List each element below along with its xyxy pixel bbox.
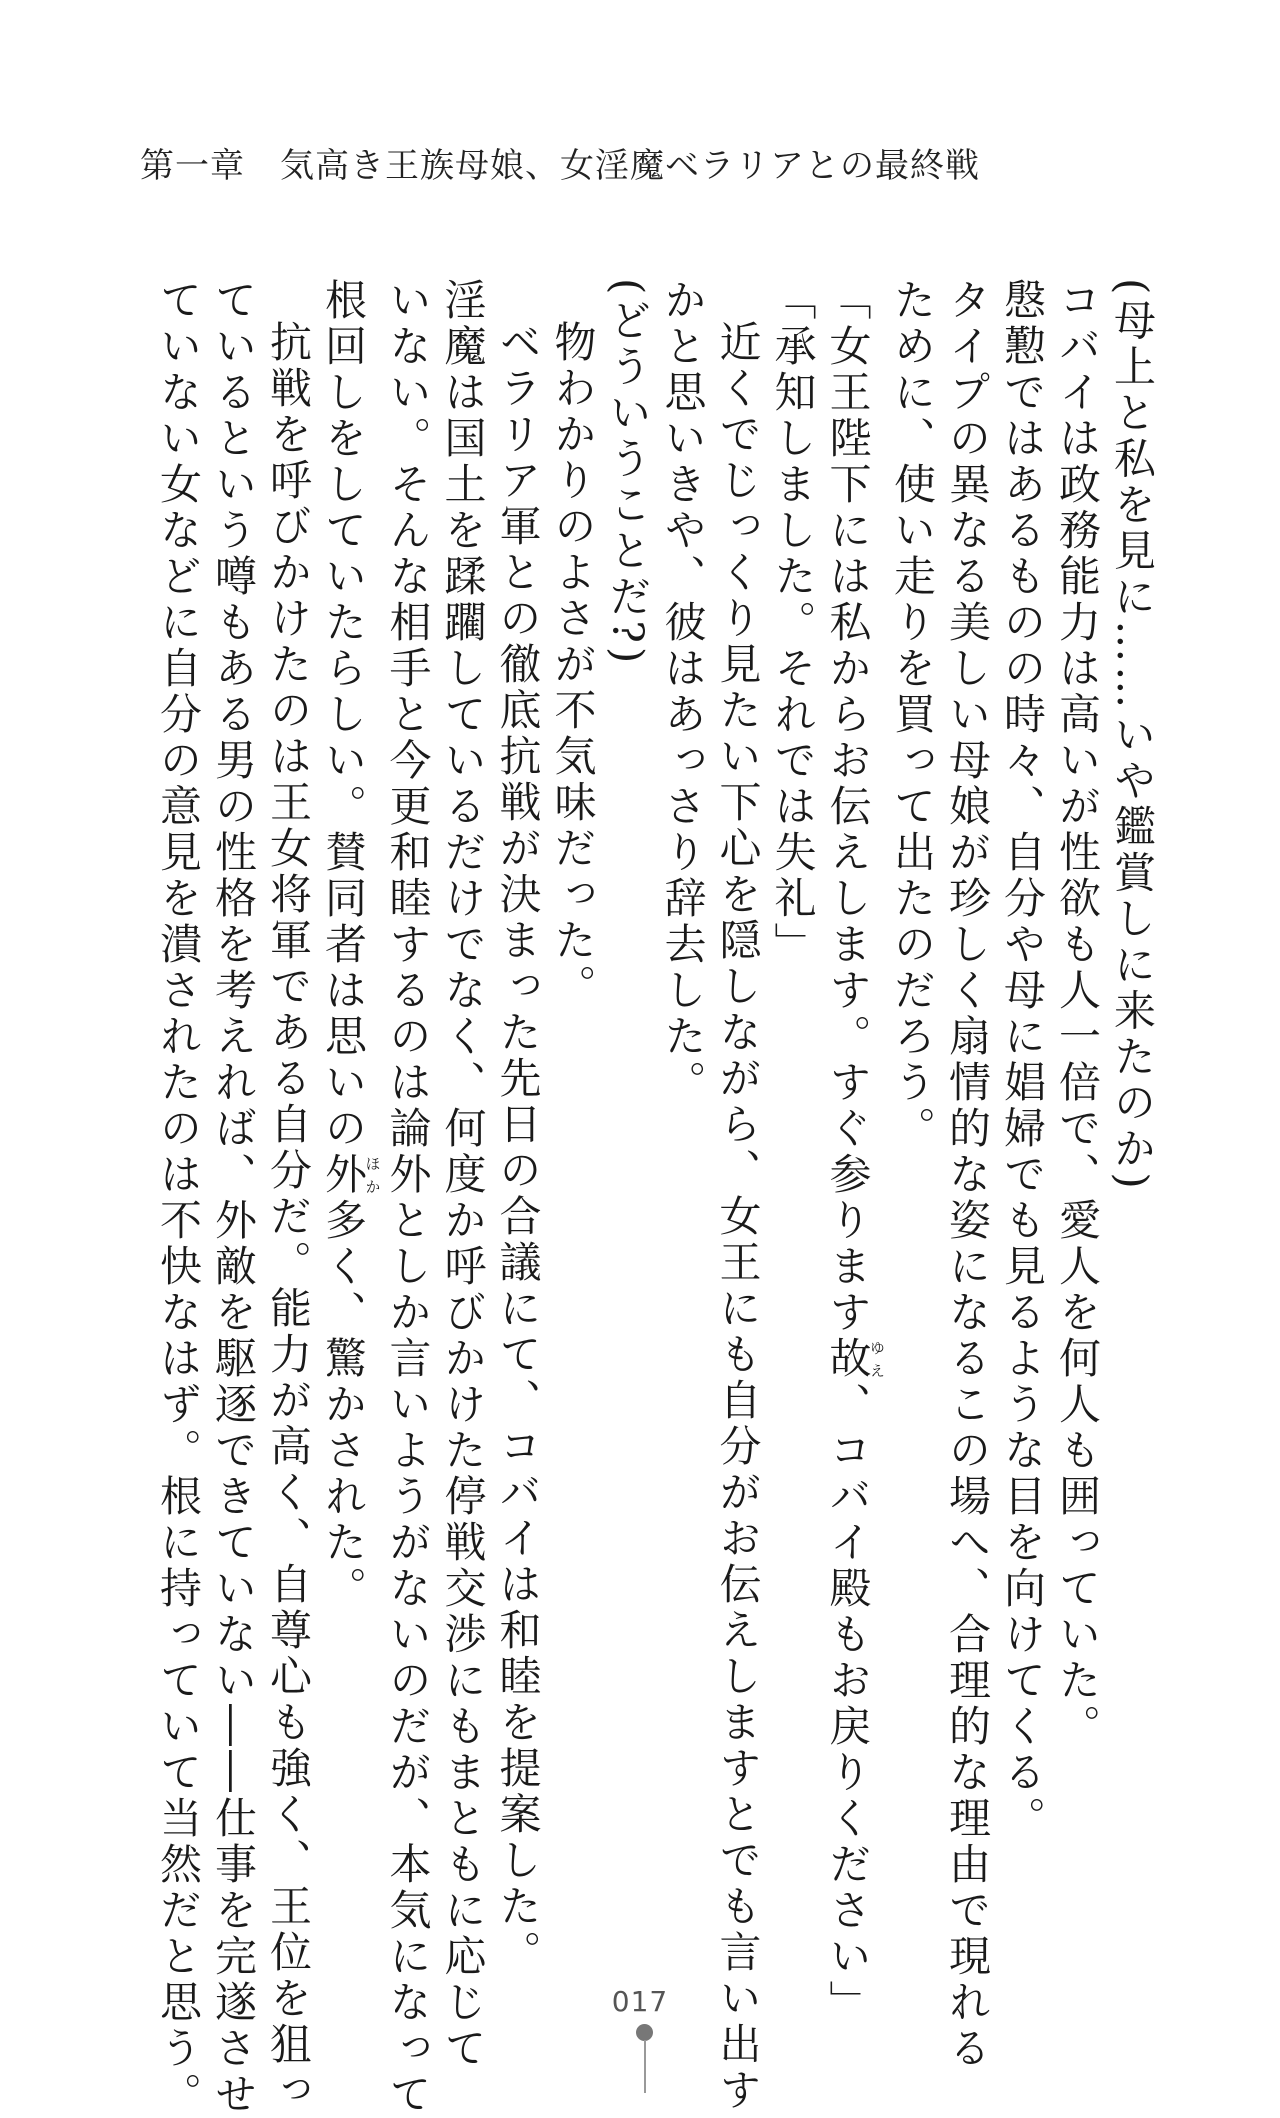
ruby-annotation [319,1152,382,1198]
text-line: ために、使い走りを買って出たのだろう。 [888,278,937,1152]
page-marker-line [644,2040,646,2093]
text-line: コバイは政務能力は高いが性欲も人一倍で、愛人を何人も囲っていた。 [1053,278,1102,1750]
page-marker-dot [636,2024,653,2041]
text-segment: 多く、驚かされた。 [319,1198,368,1612]
text-segment: 「女王陛下には私からお伝えします。すぐ参ります [823,278,873,1336]
ruby-base: 外 [319,1152,368,1198]
ruby-annotation [823,1336,886,1382]
text-line: ていない女などに自分の意見を潰されたのは不快なはず。根に持っていて当然だと思う。 [154,278,203,2118]
text-line: 「承知しました。それでは失礼」 [768,278,818,968]
text-line: 抗戦を呼びかけたのは王女将軍である自分だ。能力が高く、自尊心も強く、王位を狙っ [264,320,313,2114]
chapter-running-head: 第一章 気高き王族母娘、女淫魔ベラリアとの最終戦 [140,146,980,186]
text-segment: 、コバイ殿もお戻りください」 [823,1382,873,2026]
ruby-reading: ゆえ [868,1336,886,1382]
text-line: 慇懃ではあるものの時々、自分や母に娼婦でも見るような目を向けてくる。 [998,278,1047,1842]
text-line [821,278,886,2026]
text-line: 近くでじっくり見たい下心を隠しながら、女王にも自分がお伝えしますとでも言い出す [713,320,763,2114]
text-segment: 根回しをしていたらしい。賛同者は思いの [319,278,368,1152]
text-line: 物わかりのよさが不気味だった。 [548,320,598,1010]
text-line: かと思いきや、彼はあっさり辞去した。 [658,278,708,1106]
text-line [316,278,381,1758]
text-line: 淫魔は国土を蹂躙しているだけでなく、何度か呼びかけた停戦交渉にもまともに応じて [438,278,488,2072]
text-line: いない。そんな相手と今更和睦するのは論外としか言いようがないのだが、本気になって [383,278,433,2118]
text-line: ているという噂もある男の性格を考えれば、外敵を駆逐できていない――仕事を完遂させ [209,278,258,2118]
ruby-reading: ほか [363,1152,382,1198]
text-line: (どういうことだ?) [603,278,653,668]
text-line: ベラリア軍との徹底抗戦が決まった先日の合議にて、コバイは和睦を提案した。 [493,320,543,1976]
ruby-base: 故 [823,1336,873,1382]
text-line: タイプの異なる美しい母娘が珍しく扇情的な姿になるこの場へ、合理的な理由で現れる [943,278,992,2072]
page-number: 017 [611,1985,669,2018]
text-line: (母上と私を見に……いや鑑賞しに来たのか) [1108,278,1157,1193]
